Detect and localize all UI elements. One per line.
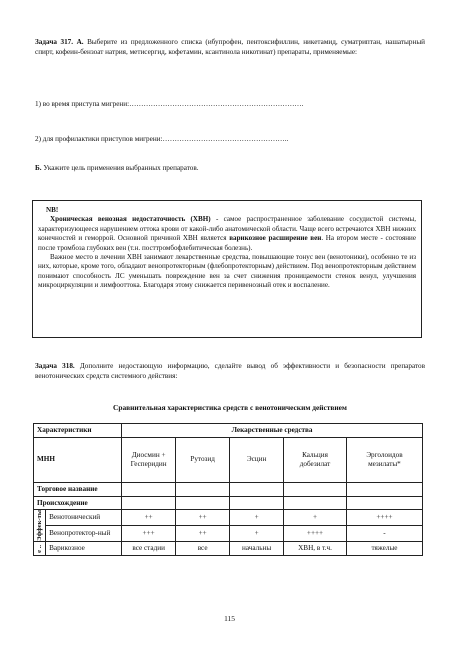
group-effects-label: Эффек-ты xyxy=(36,510,44,542)
row-label-venoprotector: Венопротектор-ный xyxy=(46,526,122,542)
group-indications-label: е .. xyxy=(36,544,44,553)
row-label-venotonic: Венотонический xyxy=(46,510,122,526)
table-cell xyxy=(122,496,176,510)
task-318-intro xyxy=(35,362,425,381)
table-cell xyxy=(346,496,422,510)
table-cell: - xyxy=(346,526,422,542)
table-header-row xyxy=(34,424,423,438)
table-cell: тяжелые xyxy=(346,542,422,556)
table-cell: + xyxy=(230,526,284,542)
table-cell: начальны xyxy=(230,542,284,556)
table-row-origin xyxy=(34,496,423,510)
table-cell xyxy=(176,496,230,510)
table-cell: ++++ xyxy=(346,510,422,526)
task-317-intro xyxy=(35,38,425,57)
table-cell xyxy=(284,482,347,496)
group-indications xyxy=(34,542,46,556)
nb-text-2: . На втором месте - состояние после тромбоза глубоких вен (т.н. посттромбофлебитическая болезнь). xyxy=(38,234,416,252)
task-317-part-a-label: А. xyxy=(76,38,84,46)
nb-paragraph-2: Важное место в лечении ХВН занимают лекарственные средства, повышающие тонус вен (венотоники), особенно те из них, которые, кроме того, обладают венопротекторным (флебопротекторным) действием. Под венопротекторным действием понимают способность ЛС уменьшать повреждение вен за счет снижения проницаемости стенок венул, улучшения микроциркуляции и лимфооттока. Благодаря этому снижается перивенозный отек и воспаление. xyxy=(38,253,416,290)
table-row-trade xyxy=(34,482,423,496)
table-cell xyxy=(284,496,347,510)
drug-name: Эрголоидов мезилаты* xyxy=(346,437,422,482)
table-cell xyxy=(176,482,230,496)
table-cell: ++ xyxy=(176,510,230,526)
table-cell xyxy=(346,482,422,496)
table-cell: ++ xyxy=(176,526,230,542)
task-317-part-b-label: Б. xyxy=(35,164,42,172)
nb-box xyxy=(32,200,422,338)
task-317-item-1: 1) во время приступа мигрени:………………………………………………………………. xyxy=(35,100,304,108)
table-cell: все стадии xyxy=(122,542,176,556)
table-cell xyxy=(122,482,176,496)
header-drugs: Лекарственные средства xyxy=(122,424,423,438)
task-317-part-b xyxy=(35,164,425,174)
task-317-item-2: 2) для профилактики приступов мигрени:…………………………………………….. xyxy=(35,135,289,143)
drug-name: Рутозид xyxy=(176,437,230,482)
nb-term-varicose: варикозное расширение вен xyxy=(229,234,322,243)
comparison-table xyxy=(33,423,423,556)
drug-name: Диосмин + Гесперидин xyxy=(122,437,176,482)
table-cell: ++ xyxy=(122,510,176,526)
table-cell: ХВН, в т.ч. xyxy=(284,542,347,556)
header-characteristics: Характеристики xyxy=(34,424,122,438)
nb-title: NB! xyxy=(46,206,59,214)
table-row-venoprotector xyxy=(34,526,423,542)
nb-text-1: - самое распространенное заболевание сосудистой системы, характеризующееся нарушением оттока крови от какой-либо анатомической области. Чаще всего встречаются ХВН нижних конечностей и геморрой. Основной причиной ХВН является xyxy=(38,215,416,243)
page-number: 115 xyxy=(224,614,235,623)
table-row-venotonic xyxy=(34,510,423,526)
nb-term-cvi: Хроническая венозная недостаточность (ХВН) xyxy=(50,215,211,224)
table-row-varicose xyxy=(34,542,423,556)
task-318-text: Дополните недостающую информацию, сделайте вывод об эффективности и безопасности препаратов венотонических средств системного действия: xyxy=(35,362,425,380)
group-effects xyxy=(34,510,46,542)
table-cell: +++ xyxy=(122,526,176,542)
row-label-varicose: Варикозное xyxy=(46,542,122,556)
table-cell: ++++ xyxy=(284,526,347,542)
table-title: Сравнительная характеристика средств с венотоническим действием xyxy=(113,403,347,412)
task-317-part-a-text: Выберите из предложенного списка (ибупрофен, пентоксифиллин, никетамид, суматриптан, нашатырный спирт, кофеин-бензоат натрия, метисергид, кофетамин, ксантинола никотинат) препараты, применяемые: xyxy=(35,38,426,56)
table-cell: + xyxy=(230,510,284,526)
table-cell: все xyxy=(176,542,230,556)
row-label-inn: МНН xyxy=(34,437,122,482)
table-cell xyxy=(230,496,284,510)
drug-name: Кальция добезилат xyxy=(284,437,347,482)
row-label-trade: Торговое название xyxy=(34,482,122,496)
table-cell xyxy=(230,482,284,496)
nb-paragraph-1 xyxy=(38,215,416,253)
task-318-label: Задача 318. xyxy=(35,362,75,370)
table-cell: + xyxy=(284,510,347,526)
table-row-inn xyxy=(34,437,423,482)
row-label-origin: Происхождение xyxy=(34,496,122,510)
task-317-part-b-text: Укажите цель применения выбранных препаратов. xyxy=(43,164,199,172)
task-317-label: Задача 317. xyxy=(35,38,74,46)
drug-name: Эсцин xyxy=(230,437,284,482)
